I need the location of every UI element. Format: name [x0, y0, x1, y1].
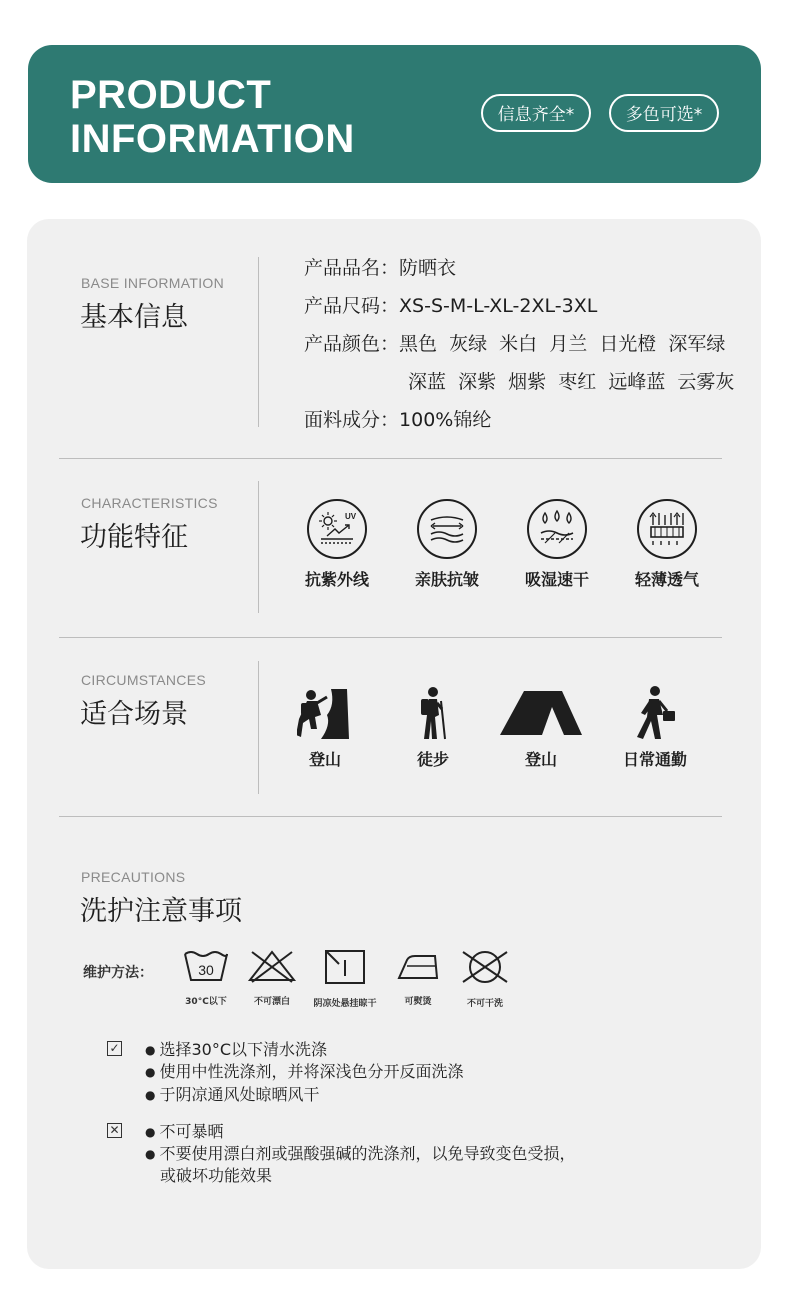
climbing-icon [297, 685, 353, 741]
cross-box-icon: ✕ [107, 1123, 122, 1138]
line-dry-shade-icon [323, 948, 367, 986]
commute-icon [627, 685, 683, 741]
info-row-color [304, 329, 725, 356]
info-label: 产品颜色： [304, 333, 400, 355]
info-value: XS-S-M-L-XL-2XL-3XL [399, 295, 598, 317]
feature-dry [502, 499, 612, 590]
dont-item-cont: 或破坏功能效果 [160, 1166, 273, 1185]
feature-skin [392, 499, 502, 590]
section-divider [59, 458, 722, 459]
do-item: ● 于阴凉通风处晾晒风干 [145, 1082, 320, 1105]
info-complete-badge: 信息齐全* [481, 94, 591, 132]
feature-label: 亲肤抗皱 [414, 570, 479, 589]
care-label: 不可漂白 [253, 997, 290, 1007]
care-label: 阴凉处悬挂晾干 [313, 999, 377, 1009]
section-divider [59, 816, 722, 817]
care-bleach [232, 948, 312, 1007]
info-label: 产品品名： [304, 257, 400, 279]
dont-item: ● 不要使用漂白剂或强酸强碱的洗涤剂，以免导致变色受损， [145, 1141, 576, 1164]
info-value: 防晒衣 [399, 257, 457, 279]
feature-breathable [612, 499, 722, 590]
scene-label: 登山 [308, 750, 341, 769]
divider-vertical [258, 481, 259, 613]
scene-hiking [378, 685, 488, 770]
care-dry [305, 948, 385, 1009]
info-row-name [304, 253, 456, 280]
characteristics-title: 功能特征 [80, 522, 188, 553]
info-value: 100%锦纶 [399, 409, 492, 431]
do-item: ● 使用中性洗涤剂，并将深浅色分开反面洗涤 [145, 1059, 464, 1082]
scene-commute [600, 685, 710, 770]
uv-protection-icon [307, 499, 367, 559]
do-item: ● 选择30°C以下清水洗涤 [145, 1037, 327, 1060]
svg-text:UV: UV [345, 512, 357, 521]
multi-color-badge: 多色可选* [609, 94, 719, 132]
circumstances-en-title: CIRCUMSTANCES [81, 672, 206, 688]
care-label: 30°C以下 [185, 997, 227, 1007]
scene-label: 日常通勤 [622, 750, 687, 769]
care-dry-clean [445, 948, 525, 1009]
banner-title-line1: PRODUCT [70, 73, 272, 117]
svg-text:30: 30 [198, 962, 214, 978]
base-info-en-title: BASE INFORMATION [81, 275, 224, 291]
precautions-title: 洗护注意事项 [80, 896, 242, 927]
wash-30-icon [181, 948, 231, 984]
info-row-size [304, 291, 597, 318]
care-label: 不可干洗 [466, 999, 503, 1009]
feature-uv [282, 499, 392, 590]
characteristics-en-title: CHARACTERISTICS [81, 495, 218, 511]
info-value: 深蓝 深紫 烟紫 枣红 远峰蓝 云雾灰 [408, 371, 735, 393]
header-banner [28, 45, 761, 183]
feature-label: 抗紫外线 [304, 570, 369, 589]
hiking-icon [405, 685, 461, 741]
banner-title [70, 73, 355, 161]
precautions-en-title: PRECAUTIONS [81, 869, 186, 885]
tent-icon [498, 685, 584, 741]
scene-label: 登山 [524, 750, 557, 769]
base-info-title: 基本信息 [80, 302, 188, 333]
quick-dry-icon [527, 499, 587, 559]
info-label: 产品尺码： [304, 295, 400, 317]
info-row-color-cont [408, 367, 734, 394]
skin-friendly-icon [417, 499, 477, 559]
feature-label: 吸湿速干 [524, 570, 589, 589]
dont-item: ● 不可暴晒 [145, 1119, 224, 1142]
breathable-icon [637, 499, 697, 559]
section-divider [59, 637, 722, 638]
iron-icon [393, 948, 443, 984]
care-label: 可熨烫 [404, 997, 432, 1007]
info-label: 面料成分： [304, 409, 400, 431]
no-bleach-icon [244, 948, 300, 984]
scene-label: 徒步 [416, 750, 449, 769]
scene-camping [486, 685, 596, 770]
scene-climbing [270, 685, 380, 770]
care-method-label: 维护方法： [83, 965, 153, 981]
divider-vertical [258, 257, 259, 427]
check-box-icon: ✓ [107, 1041, 122, 1056]
feature-label: 轻薄透气 [634, 570, 699, 589]
banner-title-line2: INFORMATION [70, 117, 355, 161]
info-row-fabric [304, 405, 491, 432]
info-value: 黑色 灰绿 米白 月兰 日光橙 深军绿 [399, 333, 726, 355]
circumstances-title: 适合场景 [80, 699, 188, 730]
no-dry-clean-icon [457, 948, 513, 986]
divider-vertical [258, 661, 259, 794]
info-card [27, 219, 761, 1269]
